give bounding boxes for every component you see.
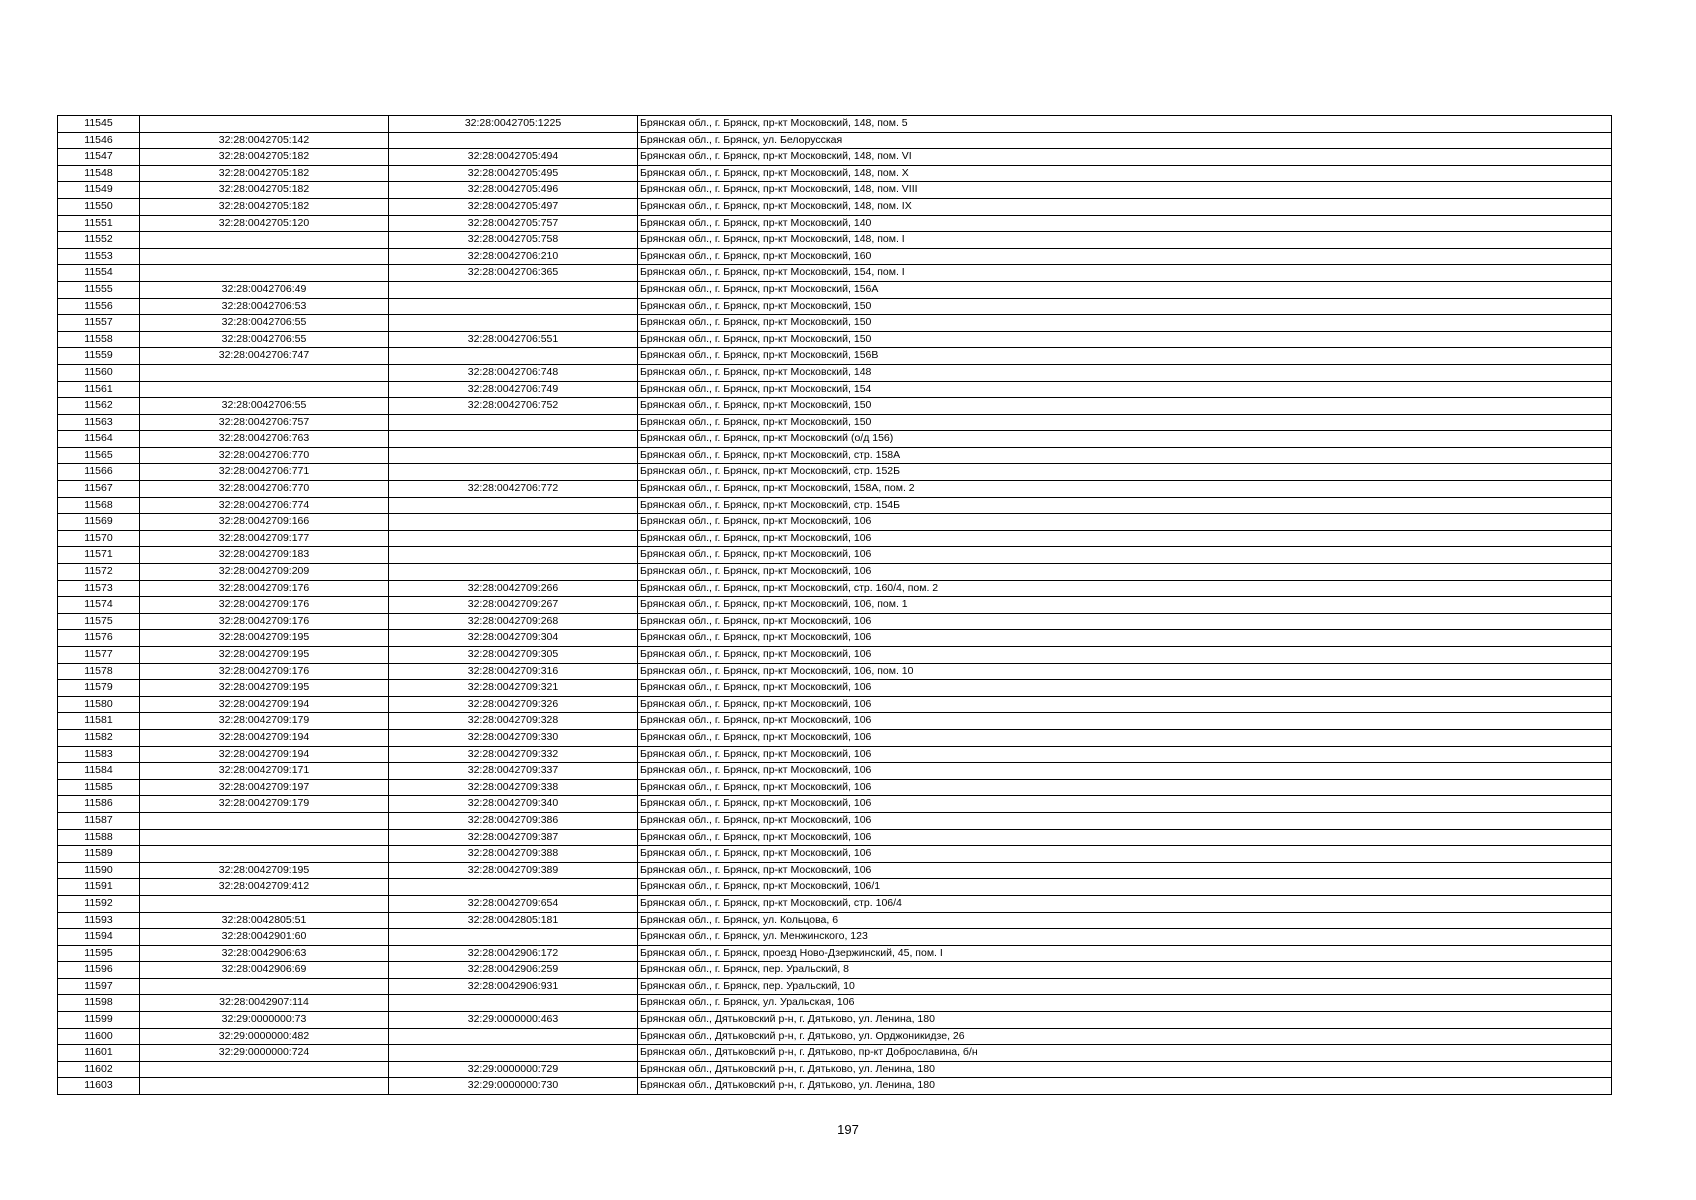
table-row (58, 497, 1612, 514)
address-cell: Брянская обл., г. Брянск, ул. Менжинского, 123 (638, 929, 1612, 946)
cadastral-number-a-cell: 32:28:0042709:176 (140, 663, 389, 680)
table-row (58, 198, 1612, 215)
cadastral-number-b-cell (389, 547, 638, 564)
table-row (58, 447, 1612, 464)
table-row (58, 514, 1612, 531)
cadastral-number-b-cell (389, 315, 638, 332)
row-number-cell: 11592 (58, 895, 140, 912)
cadastral-number-a-cell: 32:28:0042709:183 (140, 547, 389, 564)
cadastral-number-b-cell: 32:28:0042906:259 (389, 962, 638, 979)
cadastral-number-b-cell (389, 1045, 638, 1062)
address-cell: Брянская обл., г. Брянск, пр-кт Московский, 148, пом. VI (638, 149, 1612, 166)
cadastral-number-b-cell (389, 879, 638, 896)
address-cell: Брянская обл., г. Брянск, пр-кт Московский, 148, пом. I (638, 232, 1612, 249)
table-row (58, 945, 1612, 962)
table-row (58, 647, 1612, 664)
cadastral-number-a-cell: 32:28:0042709:209 (140, 564, 389, 581)
row-number-cell: 11595 (58, 945, 140, 962)
row-number-cell: 11556 (58, 298, 140, 315)
address-cell: Брянская обл., г. Брянск, пр-кт Московский, 106 (638, 680, 1612, 697)
table-row (58, 1012, 1612, 1029)
address-cell: Брянская обл., г. Брянск, пр-кт Московский, стр. 158А (638, 447, 1612, 464)
row-number-cell: 11591 (58, 879, 140, 896)
cadastral-number-a-cell (140, 232, 389, 249)
cadastral-number-b-cell (389, 564, 638, 581)
address-cell: Брянская обл., г. Брянск, пр-кт Московский, 148 (638, 364, 1612, 381)
cadastral-number-a-cell: 32:28:0042705:120 (140, 215, 389, 232)
cadastral-number-a-cell: 32:28:0042705:182 (140, 198, 389, 215)
row-number-cell: 11588 (58, 829, 140, 846)
cadastral-number-a-cell: 32:28:0042706:55 (140, 398, 389, 415)
cadastral-number-b-cell: 32:28:0042705:494 (389, 149, 638, 166)
address-cell: Брянская обл., г. Брянск, пр-кт Московский, 106 (638, 547, 1612, 564)
cadastral-number-b-cell (389, 447, 638, 464)
row-number-cell: 11580 (58, 696, 140, 713)
address-cell: Брянская обл., г. Брянск, пр-кт Московский, 106 (638, 779, 1612, 796)
cadastral-number-a-cell: 32:28:0042706:774 (140, 497, 389, 514)
row-number-cell: 11577 (58, 647, 140, 664)
cadastral-number-a-cell: 32:28:0042706:49 (140, 281, 389, 298)
table-row (58, 398, 1612, 415)
cadastral-number-a-cell: 32:28:0042706:55 (140, 315, 389, 332)
address-cell: Брянская обл., г. Брянск, пр-кт Московский, 150 (638, 298, 1612, 315)
address-cell: Брянская обл., г. Брянск, проезд Ново-Дзержинский, 45, пом. I (638, 945, 1612, 962)
address-cell: Брянская обл., г. Брянск, пр-кт Московский, 106 (638, 514, 1612, 531)
cadastral-number-b-cell: 32:28:0042705:758 (389, 232, 638, 249)
cadastral-number-a-cell: 32:29:0000000:724 (140, 1045, 389, 1062)
table-row (58, 414, 1612, 431)
table-row (58, 464, 1612, 481)
cadastral-number-b-cell (389, 281, 638, 298)
cadastral-number-b-cell (389, 929, 638, 946)
address-cell: Брянская обл., г. Брянск, пр-кт Московский, 150 (638, 414, 1612, 431)
address-cell: Брянская обл., г. Брянск, пр-кт Московский, 158А, пом. 2 (638, 481, 1612, 498)
table-row (58, 1045, 1612, 1062)
address-cell: Брянская обл., г. Брянск, пр-кт Московский, стр. 154Б (638, 497, 1612, 514)
table-row (58, 481, 1612, 498)
cadastral-number-b-cell: 32:28:0042709:337 (389, 763, 638, 780)
address-cell: Брянская обл., г. Брянск, пр-кт Московский, стр. 160/4, пом. 2 (638, 580, 1612, 597)
row-number-cell: 11559 (58, 348, 140, 365)
cadastral-number-b-cell (389, 464, 638, 481)
row-number-cell: 11598 (58, 995, 140, 1012)
row-number-cell: 11549 (58, 182, 140, 199)
address-cell: Брянская обл., Дятьковский р-н, г. Дятьково, ул. Орджоникидзе, 26 (638, 1028, 1612, 1045)
cadastral-number-a-cell (140, 116, 389, 133)
row-number-cell: 11545 (58, 116, 140, 133)
table-row (58, 1078, 1612, 1095)
cadastral-number-a-cell: 32:28:0042705:142 (140, 132, 389, 149)
cadastral-number-b-cell: 32:28:0042705:495 (389, 165, 638, 182)
table-row (58, 1028, 1612, 1045)
row-number-cell: 11563 (58, 414, 140, 431)
address-cell: Брянская обл., г. Брянск, пер. Уральский, 8 (638, 962, 1612, 979)
cadastral-number-a-cell: 32:28:0042709:197 (140, 779, 389, 796)
table-row (58, 663, 1612, 680)
cadastral-number-b-cell: 32:28:0042709:330 (389, 729, 638, 746)
cadastral-number-a-cell: 32:29:0000000:482 (140, 1028, 389, 1045)
cadastral-number-b-cell (389, 348, 638, 365)
address-cell: Брянская обл., г. Брянск, ул. Уральская, 106 (638, 995, 1612, 1012)
cadastral-number-a-cell: 32:28:0042709:179 (140, 713, 389, 730)
row-number-cell: 11567 (58, 481, 140, 498)
cadastral-number-b-cell: 32:29:0000000:729 (389, 1061, 638, 1078)
cadastral-number-b-cell (389, 298, 638, 315)
row-number-cell: 11593 (58, 912, 140, 929)
cadastral-number-a-cell: 32:28:0042709:176 (140, 613, 389, 630)
table-row (58, 215, 1612, 232)
cadastral-number-b-cell (389, 497, 638, 514)
cadastral-number-b-cell: 32:28:0042709:316 (389, 663, 638, 680)
address-cell: Брянская обл., г. Брянск, пр-кт Московский, 106 (638, 829, 1612, 846)
cadastral-number-b-cell: 32:28:0042709:340 (389, 796, 638, 813)
table-row (58, 680, 1612, 697)
cadastral-number-b-cell: 32:28:0042709:332 (389, 746, 638, 763)
address-cell: Брянская обл., г. Брянск, пр-кт Московский, 150 (638, 331, 1612, 348)
cadastral-number-b-cell: 32:28:0042709:328 (389, 713, 638, 730)
cadastral-number-b-cell: 32:28:0042705:1225 (389, 116, 638, 133)
address-cell: Брянская обл., г. Брянск, ул. Кольцова, 6 (638, 912, 1612, 929)
cadastral-number-b-cell: 32:28:0042706:748 (389, 364, 638, 381)
cadastral-number-b-cell: 32:28:0042706:749 (389, 381, 638, 398)
cadastral-number-a-cell: 32:28:0042906:69 (140, 962, 389, 979)
address-cell: Брянская обл., г. Брянск, пр-кт Московский, 106 (638, 729, 1612, 746)
address-cell: Брянская обл., г. Брянск, пр-кт Московский, 106, пом. 1 (638, 597, 1612, 614)
address-cell: Брянская обл., Дятьковский р-н, г. Дятьково, пр-кт Доброславина, б/н (638, 1045, 1612, 1062)
cadastral-number-a-cell (140, 265, 389, 282)
address-cell: Брянская обл., г. Брянск, пр-кт Московский, 106 (638, 862, 1612, 879)
address-cell: Брянская обл., г. Брянск, пр-кт Московский, 150 (638, 398, 1612, 415)
cadastral-number-a-cell (140, 381, 389, 398)
cadastral-number-b-cell: 32:28:0042709:338 (389, 779, 638, 796)
address-cell: Брянская обл., г. Брянск, пр-кт Московский, 154, пом. I (638, 265, 1612, 282)
row-number-cell: 11603 (58, 1078, 140, 1095)
cadastral-number-a-cell: 32:28:0042709:171 (140, 763, 389, 780)
address-cell: Брянская обл., г. Брянск, пр-кт Московский, 154 (638, 381, 1612, 398)
row-number-cell: 11584 (58, 763, 140, 780)
table-row (58, 613, 1612, 630)
address-cell: Брянская обл., г. Брянск, пер. Уральский, 10 (638, 978, 1612, 995)
row-number-cell: 11575 (58, 613, 140, 630)
address-cell: Брянская обл., Дятьковский р-н, г. Дятьково, ул. Ленина, 180 (638, 1061, 1612, 1078)
cadastral-number-b-cell: 32:28:0042709:304 (389, 630, 638, 647)
row-number-cell: 11547 (58, 149, 140, 166)
cadastral-number-b-cell (389, 431, 638, 448)
address-cell: Брянская обл., г. Брянск, ул. Белорусская (638, 132, 1612, 149)
page-number: 197 (837, 1122, 859, 1137)
cadastral-number-b-cell: 32:28:0042709:388 (389, 846, 638, 863)
row-number-cell: 11581 (58, 713, 140, 730)
address-cell: Брянская обл., Дятьковский р-н, г. Дятьково, ул. Ленина, 180 (638, 1078, 1612, 1095)
cadastral-number-a-cell: 32:28:0042709:194 (140, 729, 389, 746)
row-number-cell: 11601 (58, 1045, 140, 1062)
cadastral-number-b-cell (389, 530, 638, 547)
cadastral-number-b-cell: 32:28:0042709:654 (389, 895, 638, 912)
cadastral-number-b-cell: 32:28:0042706:210 (389, 248, 638, 265)
table-row (58, 248, 1612, 265)
address-cell: Брянская обл., г. Брянск, пр-кт Московский, 106 (638, 713, 1612, 730)
row-number-cell: 11583 (58, 746, 140, 763)
table-row (58, 431, 1612, 448)
cadastral-number-b-cell: 32:28:0042906:172 (389, 945, 638, 962)
cadastral-number-a-cell: 32:28:0042805:51 (140, 912, 389, 929)
row-number-cell: 11596 (58, 962, 140, 979)
cadastral-number-a-cell: 32:28:0042906:63 (140, 945, 389, 962)
cadastral-number-a-cell: 32:28:0042706:770 (140, 481, 389, 498)
table-row (58, 962, 1612, 979)
cadastral-number-a-cell: 32:28:0042709:194 (140, 696, 389, 713)
cadastral-number-a-cell: 32:28:0042705:182 (140, 149, 389, 166)
row-number-cell: 11585 (58, 779, 140, 796)
cadastral-number-a-cell: 32:28:0042709:176 (140, 597, 389, 614)
cadastral-number-a-cell: 32:28:0042709:195 (140, 862, 389, 879)
cadastral-number-a-cell: 32:28:0042709:194 (140, 746, 389, 763)
table-row (58, 381, 1612, 398)
cadastral-number-a-cell (140, 248, 389, 265)
cadastral-number-b-cell (389, 1028, 638, 1045)
row-number-cell: 11594 (58, 929, 140, 946)
address-cell: Брянская обл., г. Брянск, пр-кт Московский, 106 (638, 530, 1612, 547)
address-cell: Брянская обл., г. Брянск, пр-кт Московский, стр. 106/4 (638, 895, 1612, 912)
table-row (58, 182, 1612, 199)
table-row (58, 530, 1612, 547)
cadastral-number-a-cell: 32:28:0042706:757 (140, 414, 389, 431)
row-number-cell: 11582 (58, 729, 140, 746)
row-number-cell: 11550 (58, 198, 140, 215)
cadastral-number-b-cell (389, 132, 638, 149)
table-row (58, 281, 1612, 298)
address-cell: Брянская обл., г. Брянск, пр-кт Московский (о/д 156) (638, 431, 1612, 448)
cadastral-number-b-cell: 32:28:0042706:365 (389, 265, 638, 282)
row-number-cell: 11574 (58, 597, 140, 614)
address-cell: Брянская обл., г. Брянск, пр-кт Московский, 148, пом. VIII (638, 182, 1612, 199)
cadastral-number-b-cell: 32:28:0042709:386 (389, 812, 638, 829)
table-row (58, 348, 1612, 365)
table-row (58, 315, 1612, 332)
address-cell: Брянская обл., г. Брянск, пр-кт Московский, 106 (638, 613, 1612, 630)
table-row (58, 912, 1612, 929)
cadastral-number-a-cell: 32:28:0042706:771 (140, 464, 389, 481)
row-number-cell: 11566 (58, 464, 140, 481)
address-cell: Брянская обл., г. Брянск, пр-кт Московский, 106 (638, 696, 1612, 713)
row-number-cell: 11586 (58, 796, 140, 813)
table-row (58, 995, 1612, 1012)
cadastral-number-b-cell: 32:28:0042709:326 (389, 696, 638, 713)
cadastral-number-b-cell (389, 995, 638, 1012)
address-cell: Брянская обл., г. Брянск, пр-кт Московский, 156А (638, 281, 1612, 298)
row-number-cell: 11561 (58, 381, 140, 398)
address-cell: Брянская обл., г. Брянск, пр-кт Московский, 106 (638, 630, 1612, 647)
table-row (58, 132, 1612, 149)
table-row (58, 829, 1612, 846)
cadastral-number-a-cell: 32:28:0042706:55 (140, 331, 389, 348)
table-row (58, 746, 1612, 763)
address-cell: Брянская обл., г. Брянск, пр-кт Московский, 106 (638, 846, 1612, 863)
row-number-cell: 11568 (58, 497, 140, 514)
row-number-cell: 11597 (58, 978, 140, 995)
address-cell: Брянская обл., г. Брянск, пр-кт Московский, 106 (638, 763, 1612, 780)
cadastral-number-a-cell (140, 978, 389, 995)
table-row (58, 713, 1612, 730)
address-cell: Брянская обл., г. Брянск, пр-кт Московский, 148, пом. X (638, 165, 1612, 182)
address-cell: Брянская обл., Дятьковский р-н, г. Дятьково, ул. Ленина, 180 (638, 1012, 1612, 1029)
row-number-cell: 11560 (58, 364, 140, 381)
cadastral-number-b-cell: 32:29:0000000:730 (389, 1078, 638, 1095)
row-number-cell: 11555 (58, 281, 140, 298)
table-row (58, 265, 1612, 282)
cadastral-number-b-cell: 32:28:0042705:496 (389, 182, 638, 199)
cadastral-number-b-cell: 32:28:0042706:772 (389, 481, 638, 498)
row-number-cell: 11553 (58, 248, 140, 265)
address-cell: Брянская обл., г. Брянск, пр-кт Московский, 106 (638, 647, 1612, 664)
row-number-cell: 11600 (58, 1028, 140, 1045)
row-number-cell: 11587 (58, 812, 140, 829)
table-row (58, 630, 1612, 647)
cadastral-number-b-cell: 32:28:0042805:181 (389, 912, 638, 929)
cadastral-number-a-cell: 32:28:0042706:747 (140, 348, 389, 365)
address-cell: Брянская обл., г. Брянск, пр-кт Московский, 148, пом. IX (638, 198, 1612, 215)
cadastral-number-a-cell (140, 1078, 389, 1095)
cadastral-number-a-cell: 32:28:0042705:182 (140, 165, 389, 182)
cadastral-number-a-cell (140, 364, 389, 381)
address-cell: Брянская обл., г. Брянск, пр-кт Московский, 106, пом. 10 (638, 663, 1612, 680)
table-row (58, 298, 1612, 315)
cadastral-number-b-cell: 32:28:0042705:757 (389, 215, 638, 232)
cadastral-number-b-cell (389, 414, 638, 431)
cadastral-number-a-cell: 32:28:0042705:182 (140, 182, 389, 199)
cadastral-number-a-cell: 32:28:0042709:176 (140, 580, 389, 597)
cadastral-number-a-cell: 32:28:0042901:60 (140, 929, 389, 946)
address-cell: Брянская обл., г. Брянск, пр-кт Московский, 106 (638, 812, 1612, 829)
table-row (58, 547, 1612, 564)
address-cell: Брянская обл., г. Брянск, пр-кт Московский, 148, пом. 5 (638, 116, 1612, 133)
cadastral-table (57, 115, 1612, 1095)
cadastral-number-a-cell: 32:28:0042709:195 (140, 680, 389, 697)
table-row (58, 597, 1612, 614)
cadastral-number-a-cell: 32:29:0000000:73 (140, 1012, 389, 1029)
cadastral-number-a-cell: 32:28:0042907:114 (140, 995, 389, 1012)
cadastral-number-b-cell: 32:28:0042706:752 (389, 398, 638, 415)
table-row (58, 1061, 1612, 1078)
row-number-cell: 11564 (58, 431, 140, 448)
row-number-cell: 11590 (58, 862, 140, 879)
address-cell: Брянская обл., г. Брянск, пр-кт Московский, 156В (638, 348, 1612, 365)
row-number-cell: 11571 (58, 547, 140, 564)
table-row (58, 331, 1612, 348)
table-row (58, 796, 1612, 813)
address-cell: Брянская обл., г. Брянск, пр-кт Московский, 140 (638, 215, 1612, 232)
cadastral-number-b-cell: 32:28:0042906:931 (389, 978, 638, 995)
table-body (58, 116, 1612, 1095)
row-number-cell: 11552 (58, 232, 140, 249)
cadastral-number-a-cell: 32:28:0042709:412 (140, 879, 389, 896)
table-row (58, 149, 1612, 166)
address-cell: Брянская обл., г. Брянск, пр-кт Московский, 160 (638, 248, 1612, 265)
table-row (58, 929, 1612, 946)
address-cell: Брянская обл., г. Брянск, пр-кт Московский, 106/1 (638, 879, 1612, 896)
table-row (58, 879, 1612, 896)
cadastral-number-b-cell (389, 514, 638, 531)
table-row (58, 564, 1612, 581)
cadastral-number-a-cell: 32:28:0042706:770 (140, 447, 389, 464)
row-number-cell: 11546 (58, 132, 140, 149)
address-cell: Брянская обл., г. Брянск, пр-кт Московский, 106 (638, 564, 1612, 581)
row-number-cell: 11562 (58, 398, 140, 415)
table-row (58, 729, 1612, 746)
row-number-cell: 11602 (58, 1061, 140, 1078)
row-number-cell: 11576 (58, 630, 140, 647)
row-number-cell: 11570 (58, 530, 140, 547)
table-row (58, 895, 1612, 912)
row-number-cell: 11572 (58, 564, 140, 581)
cadastral-number-a-cell (140, 829, 389, 846)
cadastral-number-b-cell: 32:28:0042709:305 (389, 647, 638, 664)
table-row (58, 232, 1612, 249)
row-number-cell: 11557 (58, 315, 140, 332)
cadastral-number-a-cell (140, 1061, 389, 1078)
table-row (58, 978, 1612, 995)
cadastral-number-b-cell: 32:29:0000000:463 (389, 1012, 638, 1029)
table-row (58, 580, 1612, 597)
row-number-cell: 11579 (58, 680, 140, 697)
cadastral-number-a-cell (140, 846, 389, 863)
cadastral-number-b-cell: 32:28:0042709:268 (389, 613, 638, 630)
row-number-cell: 11569 (58, 514, 140, 531)
table-row (58, 116, 1612, 133)
row-number-cell: 11554 (58, 265, 140, 282)
cadastral-number-b-cell: 32:28:0042705:497 (389, 198, 638, 215)
address-cell: Брянская обл., г. Брянск, пр-кт Московский, стр. 152Б (638, 464, 1612, 481)
row-number-cell: 11578 (58, 663, 140, 680)
cadastral-number-a-cell: 32:28:0042709:195 (140, 647, 389, 664)
cadastral-number-a-cell: 32:28:0042709:195 (140, 630, 389, 647)
row-number-cell: 11551 (58, 215, 140, 232)
table-row (58, 862, 1612, 879)
table-row (58, 779, 1612, 796)
cadastral-number-a-cell: 32:28:0042709:179 (140, 796, 389, 813)
cadastral-number-a-cell (140, 895, 389, 912)
row-number-cell: 11599 (58, 1012, 140, 1029)
cadastral-number-a-cell: 32:28:0042706:53 (140, 298, 389, 315)
address-cell: Брянская обл., г. Брянск, пр-кт Московский, 106 (638, 746, 1612, 763)
address-cell: Брянская обл., г. Брянск, пр-кт Московский, 106 (638, 796, 1612, 813)
cadastral-number-b-cell: 32:28:0042709:266 (389, 580, 638, 597)
table-row (58, 846, 1612, 863)
row-number-cell: 11565 (58, 447, 140, 464)
cadastral-number-a-cell: 32:28:0042706:763 (140, 431, 389, 448)
table-row (58, 812, 1612, 829)
address-cell: Брянская обл., г. Брянск, пр-кт Московский, 150 (638, 315, 1612, 332)
row-number-cell: 11573 (58, 580, 140, 597)
cadastral-number-b-cell: 32:28:0042706:551 (389, 331, 638, 348)
row-number-cell: 11558 (58, 331, 140, 348)
cadastral-number-a-cell: 32:28:0042709:177 (140, 530, 389, 547)
cadastral-number-a-cell (140, 812, 389, 829)
cadastral-number-b-cell: 32:28:0042709:387 (389, 829, 638, 846)
cadastral-number-b-cell: 32:28:0042709:321 (389, 680, 638, 697)
table-row (58, 763, 1612, 780)
row-number-cell: 11589 (58, 846, 140, 863)
cadastral-number-a-cell: 32:28:0042709:166 (140, 514, 389, 531)
table-row (58, 165, 1612, 182)
cadastral-number-b-cell: 32:28:0042709:267 (389, 597, 638, 614)
row-number-cell: 11548 (58, 165, 140, 182)
table-row (58, 696, 1612, 713)
table-row (58, 364, 1612, 381)
cadastral-number-b-cell: 32:28:0042709:389 (389, 862, 638, 879)
